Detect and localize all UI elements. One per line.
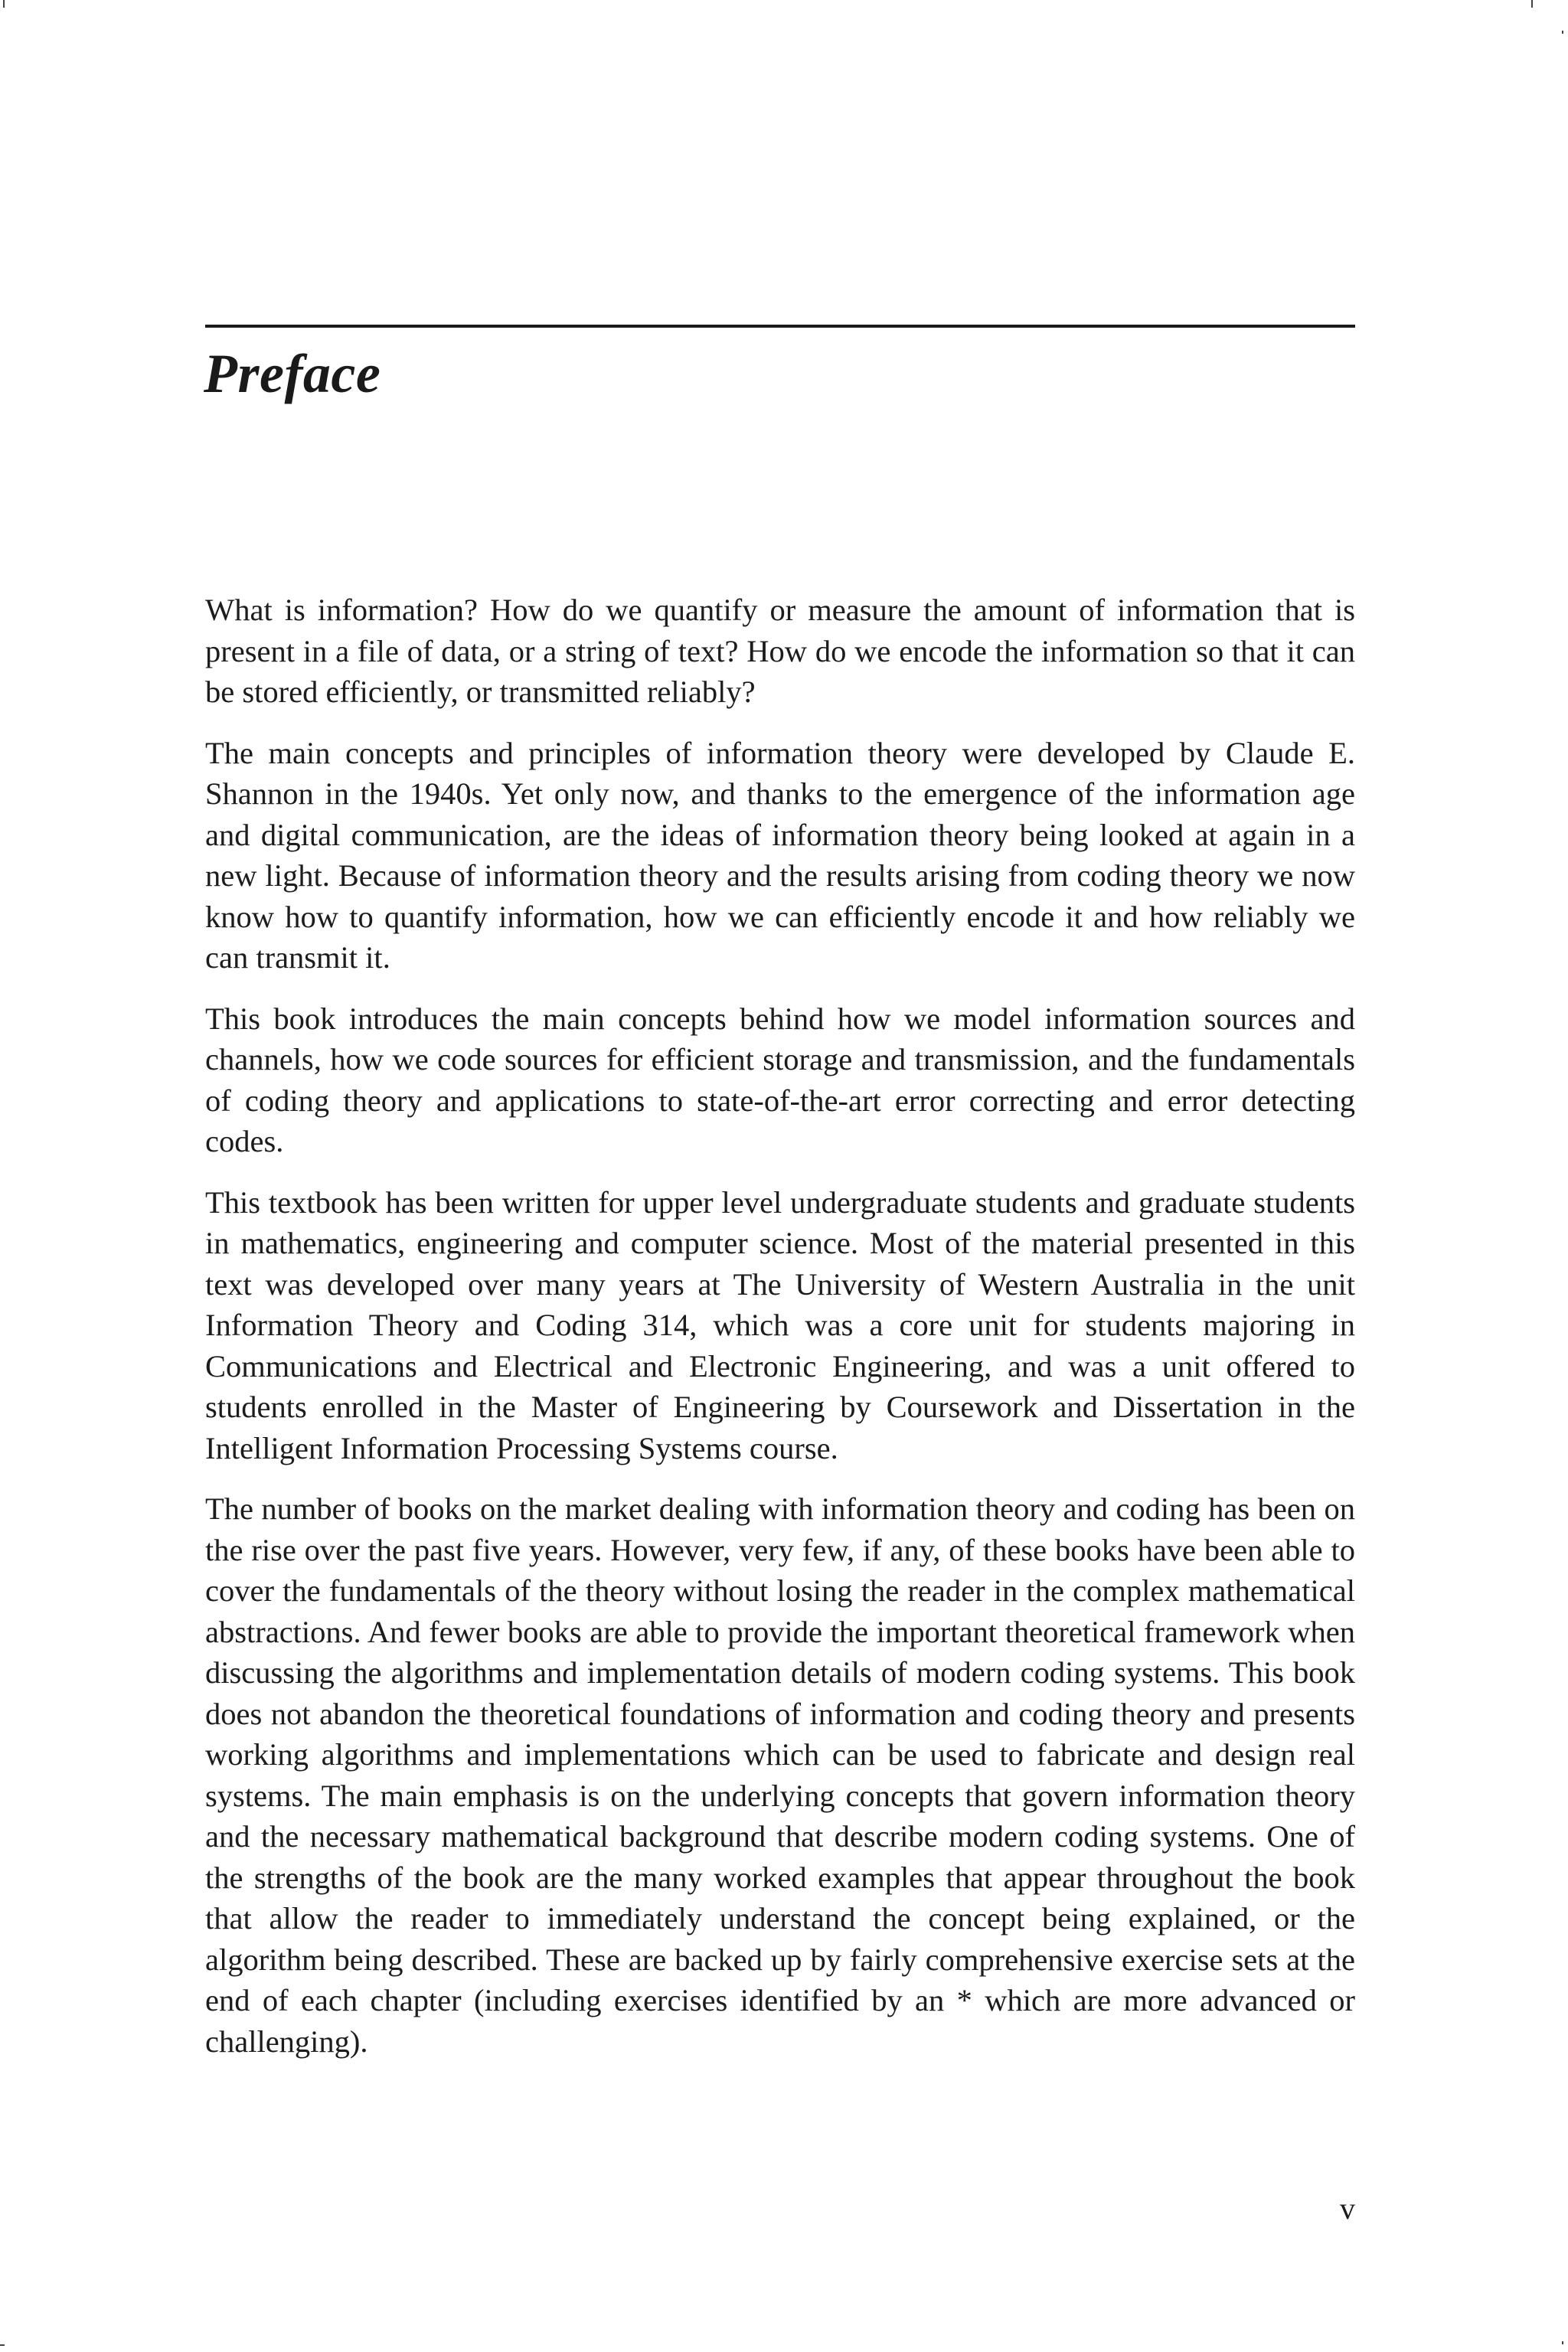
paragraph: This textbook has been written for upper level undergraduate students and graduate students in mathematics, engineering and computer science. Most of the material presented in this text was developed over many years at The University of Western Australia in the unit Information Theory and Coding 314, which was a core unit for students majoring in Communications and Electrical and Electronic Engineering, and was a unit offered to students enrolled in the Master of Engineering by Coursework and Dissertation in the Intelligent Information Processing Systems course. [205, 1184, 1355, 1465]
crop-mark-bottom-right [1562, 2341, 1563, 2344]
paragraph: This book introduces the main concepts behind how we model information sources and channels, how we code sources for efficient storage and transmission, and the fundamentals of coding theory and applications to state-of-the-art error correcting and error detecting codes. [205, 1001, 1355, 1158]
crop-mark-top-right-edge [1562, 31, 1563, 34]
paragraph: The number of books on the market dealing with information theory and coding has been on the rise over the past five years. However, very few, if any, of these books have been able to cover the fundamentals of the theory without losing the reader in the complex mathematical abstractions. And fewer books are able to provide the important theoretical framework when discussing the algorithms and implementation details of modern coding systems. This book does not abandon the theoretical foundations of information and coding theory and presents working algorithms and implementations which can be used to fabricate and design real systems. The main emphasis is on the underlying concepts that govern information theory and the necessary mathematical background that describe modern coding systems. One of the strengths of the book are the many worked examples that appear throughout the book that allow the reader to immediately understand the concept being explained, or the algorithm being described. These are backed up by fairly comprehensive exercise sets at the end of each chapter (including exercises identified by an * which are more advanced or challenging). [205, 1491, 1355, 2059]
crop-mark-top-left [3, 0, 5, 8]
chapter-title: Preface [204, 343, 381, 404]
crop-mark-bottom-left [0, 2344, 5, 2346]
body-text [205, 590, 1355, 2082]
paragraph: The main concepts and principles of information theory were developed by Claude E. Shannon in the 1940s. Yet only now, and thanks to the emergence of the information age and digital communication, are the ideas of information theory being looked at again in a new light. Because of information theory and the results arising from coding theory we now know how to quantify information, how we can efficiently encode it and how reliably we can transmit it. [205, 735, 1355, 975]
paragraph: What is information? How do we quantify or measure the amount of information that is present in a file of data, or a string of text? How do we encode the information so that it can be stored efficiently, or transmitted reliably? [205, 593, 1355, 709]
page-number: v [1340, 2191, 1355, 2226]
crop-mark-top-right [1531, 0, 1533, 8]
chapter-heading-rule [205, 325, 1355, 328]
